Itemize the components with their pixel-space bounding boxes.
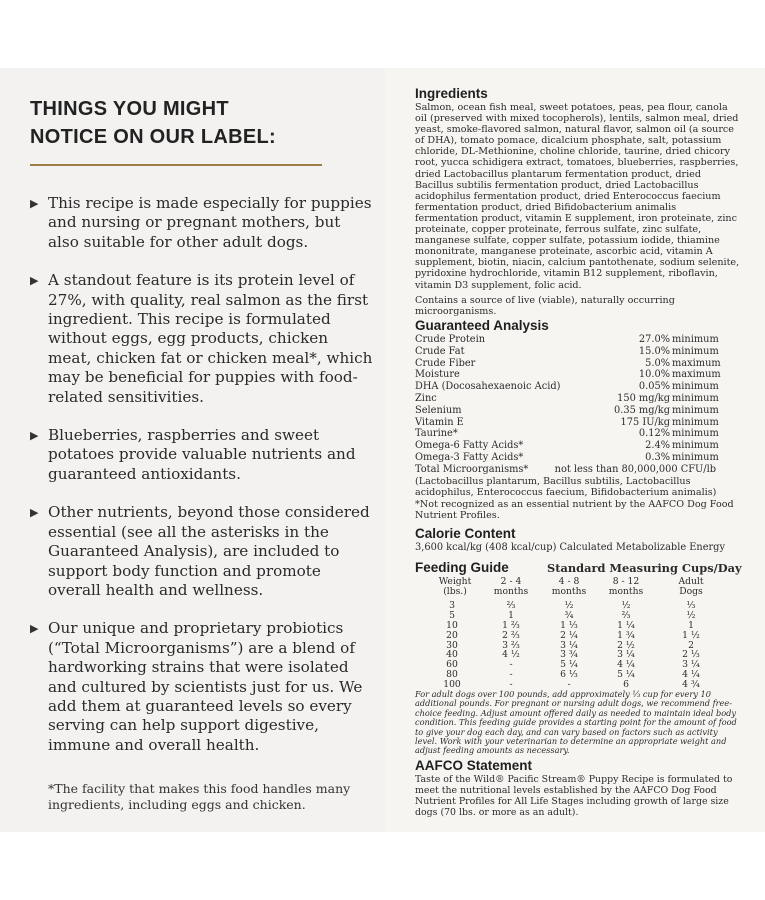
feeding-title-row	[415, 560, 740, 577]
feeding-subtitle: Standard Measuring Cups/Day	[547, 561, 742, 575]
feeding-cell: 1	[508, 609, 514, 621]
feeding-cell: 30	[446, 639, 458, 651]
aafco-title: AAFCO Statement	[415, 758, 533, 773]
ga-row	[415, 346, 740, 358]
feeding-cell: ½	[621, 600, 631, 611]
feeding-cell: 1	[688, 619, 694, 631]
ga-strains: (Lactobacillus plantarum, Bacillus subtilis, Lactobacillus acidophilus, Enterococcus faecium, Bifidobacterium animalis)	[415, 475, 717, 499]
feeding-cell: 100	[443, 679, 461, 691]
footnote: *The facility that makes this food handles many ingredients, including eggs and chicken.	[48, 781, 351, 812]
divider	[30, 164, 322, 166]
ga-row	[415, 428, 740, 440]
bullet-text: This recipe is made especially for puppies and nursing or pregnant mothers, but also suitable for other adult dogs.	[48, 194, 372, 251]
ingredients-text: Salmon, ocean fish meal, sweet potatoes, peas, pea flour, canola oil (preserved with mixed tocopherols), lentils, salmon meal, dried yeast, smoke-flavored salmon, natural flavor, salmon oil (a source of DHA), tomato pomace, dicalcium phosphate, salt, potassium chloride, DL-Methionine, choline chloride, taurine, dried chicory root, yucca schidigera extract, tomatoes, blueberries, raspberries, dried Lactobacillus plantarum fermentation product, dried Bacillus subtilis fermentation product, dried Lactobacillus acidophilus fermentation product, dried Enterococcus faecium fermentation product, dried Bifidobacterium animalis fermentation product, vitamin E supplement, iron proteinate, zinc proteinate, copper proteinate, ferrous sulfate, zinc sulfate, manganese sulfate, copper sulfate, potassium iodide, thiamine mononitrate, manganese proteinate, ascorbic acid, vitamin A supplement, biotin, niacin, calcium pantothenate, sodium selenite, pyridoxine hydrochloride, vitamin B12 supplement, riboflavin, vitamin D3 supplement, folic acid.	[415, 102, 740, 291]
feeding-cell: 1 ¾	[617, 629, 635, 641]
bullet-text: Other nutrients, beyond those considered essential (see all the asterisks in the Guaranteed Analysis), are included to support body function and promote overall health and wellness.	[48, 503, 370, 599]
guaranteed-analysis	[415, 318, 740, 522]
ga-table	[415, 334, 740, 464]
feeding-cell: 1 ¼	[617, 619, 635, 631]
feeding-cell: 80	[446, 669, 458, 681]
feeding-cell: ⅔	[621, 609, 631, 621]
calorie-title: Calorie Content	[415, 526, 516, 541]
feeding-cell: 4 ¼	[682, 669, 700, 681]
feeding-cell: 3 ¼	[617, 649, 635, 661]
ga-qualifier: minimum	[672, 416, 719, 428]
triangle-right-icon: ▶	[30, 274, 39, 288]
feeding-header-line: Weight	[438, 576, 472, 587]
ga-value: 175 IU/kg	[620, 416, 670, 428]
feeding-cell: ½	[564, 600, 574, 611]
feeding-cell: 2 ½	[617, 639, 635, 651]
feeding-cell: 3 ⅔	[502, 639, 520, 651]
feeding-cell: 20	[446, 629, 458, 641]
ga-row	[415, 405, 740, 417]
bullet-item	[30, 194, 375, 252]
feeding-header-cell	[427, 577, 483, 597]
feeding-header-line: 2 - 4	[500, 576, 522, 587]
ga-name: Taurine*	[415, 428, 458, 440]
triangle-right-icon: ▶	[30, 197, 39, 210]
feeding-header-line: (lbs.)	[443, 586, 467, 597]
ga-row	[415, 393, 740, 405]
feeding-cell: -	[509, 669, 513, 681]
ga-title: Guaranteed Analysis	[415, 318, 549, 333]
ga-row	[415, 334, 740, 346]
ga-row	[415, 452, 740, 464]
ga-qualifier: minimum	[672, 392, 719, 404]
ga-value: 2.4%	[645, 440, 670, 452]
ga-name: Total Microorganisms*	[415, 463, 529, 475]
triangle-right-icon: ▶	[30, 622, 39, 636]
feeding-cell: 2	[688, 639, 694, 651]
ga-qualifier: minimum	[672, 428, 719, 440]
feeding-cell: ¾	[564, 609, 574, 621]
bullet-item	[30, 426, 375, 484]
feeding-cell: -	[509, 659, 513, 671]
ga-name: Omega-6 Fatty Acids*	[415, 440, 524, 452]
ga-name: Moisture	[415, 369, 460, 381]
ga-name: Selenium	[415, 404, 462, 416]
feeding-header-cell	[541, 577, 597, 597]
ga-note: *Not recognized as an essential nutrient by the AAFCO Dog Food Nutrient Profiles.	[415, 498, 734, 522]
triangle-right-icon: ▶	[30, 506, 39, 520]
feeding-cell: 4 ¼	[617, 659, 635, 671]
section-heading	[30, 95, 360, 151]
ga-value: 27.0%	[638, 334, 670, 345]
ga-row	[415, 440, 740, 452]
triangle-right-icon: ▶	[30, 429, 39, 443]
feeding-header-cell	[598, 577, 654, 597]
feeding-header-cell	[483, 577, 539, 597]
feeding-header-line: months	[493, 586, 529, 597]
ga-row	[415, 381, 740, 393]
feeding-cell: 4 ¾	[682, 679, 700, 691]
feeding-cell: ½	[686, 609, 696, 621]
bullet-item	[30, 619, 375, 755]
feeding-note: For adult dogs over 100 pounds, add approximately ⅓ cup for every 10 additional pounds. For pregnant or nursing adult dogs, we recommend free-choice feeding. Adjust amount offered daily as needed to maintain ideal body condition. This feeding guide provides a starting point for the amount of food to give your dog each day, and can vary based on factors such as activity level. Work with your veterinarian to determine an appropriate weight and adjust feeding amounts as necessary.	[415, 689, 737, 756]
feeding-cell: 4 ½	[502, 649, 520, 661]
ga-name: Omega-3 Fatty Acids*	[415, 451, 524, 463]
aafco-text: Taste of the Wild® Pacific Stream® Puppy Recipe is formulated to meet the nutritional levels established by the AAFCO Dog Food Nutrient Profiles for All Life Stages including growth of large size dogs (70 lbs. or more as an adult).	[415, 774, 733, 818]
feeding-cell: -	[567, 679, 571, 691]
feeding-cell: 2 ⅔	[502, 629, 520, 641]
feeding-cell: 5 ¼	[560, 659, 578, 671]
bullet-text: A standout feature is its protein level of 27%, with quality, real salmon as the first ingredient. This recipe is formulated without eggs, egg products, chicken meat, chicken fat or chicken meal*, which may be beneficial for puppies with food-related sensitivities.	[48, 271, 373, 406]
ga-row	[415, 369, 740, 381]
bullet-list	[30, 194, 375, 774]
feeding-cell: 3 ¼	[682, 659, 700, 671]
bullet-item	[30, 503, 375, 600]
ga-row-microorganisms	[415, 464, 740, 476]
feeding-header-line: months	[608, 586, 644, 597]
feeding-cell: 60	[446, 659, 458, 671]
ingredients-section	[415, 86, 740, 317]
ga-qualifier: minimum	[672, 404, 719, 416]
feeding-header-line: 4 - 8	[558, 576, 580, 587]
feeding-title: Feeding Guide	[415, 560, 509, 575]
ga-row	[415, 358, 740, 370]
feeding-cell: 3 ¾	[560, 649, 578, 661]
ga-qualifier: minimum	[672, 451, 719, 463]
ga-qualifier: minimum	[672, 440, 719, 452]
calorie-text: 3,600 kcal/kg (408 kcal/cup) Calculated Metabolizable Energy	[415, 542, 725, 553]
feeding-header-line: months	[551, 586, 587, 597]
ga-name: Zinc	[415, 392, 437, 404]
ga-qualifier: maximum	[672, 357, 721, 369]
ingredients-note: Contains a source of live (viable), naturally occurring microorganisms.	[415, 294, 675, 317]
ga-value: 10.0%	[638, 369, 670, 381]
ga-value: 15.0%	[638, 345, 670, 357]
feeding-cell: 3 ¼	[560, 639, 578, 651]
heading-line-1: THINGS YOU MIGHT	[30, 98, 229, 120]
feeding-cell: ⅓	[686, 600, 696, 611]
ga-value: 5.0%	[645, 357, 670, 369]
feeding-header-line: 8 - 12	[612, 576, 640, 587]
ga-value: 0.3%	[645, 451, 670, 463]
feeding-header-line: Adult	[678, 576, 704, 587]
feeding-cell: 40	[446, 649, 458, 661]
ga-qualifier: maximum	[672, 369, 721, 381]
feeding-cell: ⅔	[506, 600, 516, 611]
ga-name: Crude Protein	[415, 334, 486, 345]
bullet-item	[30, 271, 375, 407]
feeding-table	[415, 601, 740, 690]
aafco-section	[415, 758, 740, 818]
heading-line-2: NOTICE ON OUR LABEL:	[30, 126, 276, 148]
ga-value: not less than 80,000,000 CFU/lb	[554, 463, 716, 475]
ga-qualifier: minimum	[672, 334, 719, 345]
feeding-cell: 1 ½	[682, 629, 700, 641]
feeding-cell: 3	[449, 600, 455, 611]
ga-name: Vitamin E	[415, 416, 464, 428]
feeding-header-line: Dogs	[679, 586, 703, 597]
calorie-section	[415, 526, 740, 553]
bullet-text: Our unique and proprietary probiotics (“Total Microorganisms”) are a blend of hardworking strains that were isolated and cultured by scientists just for us. We add them at guaranteed levels so every serving can help support digestive, immune and overall health.	[48, 619, 363, 754]
ga-qualifier: minimum	[672, 345, 719, 357]
feeding-cell: 5	[449, 609, 455, 621]
ga-value: 0.12%	[638, 428, 670, 440]
ga-name: Crude Fat	[415, 345, 465, 357]
ga-name: Crude Fiber	[415, 357, 476, 369]
feeding-cell: 1 ⅓	[560, 619, 578, 631]
feeding-row	[415, 680, 740, 690]
feeding-cell: 1 ⅔	[502, 619, 520, 631]
feeding-header-cell	[663, 577, 719, 597]
ga-row	[415, 417, 740, 429]
ga-value: 150 mg/kg	[617, 392, 670, 404]
ga-name: DHA (Docosahexaenoic Acid)	[415, 381, 561, 393]
feeding-cell: 6	[623, 679, 629, 691]
feeding-cell: -	[509, 679, 513, 691]
ga-qualifier: minimum	[672, 381, 719, 393]
feeding-cell: 2 ⅓	[682, 649, 700, 661]
ingredients-title: Ingredients	[415, 86, 488, 101]
feeding-cell: 5 ¼	[617, 669, 635, 681]
feeding-cell: 2 ¼	[560, 629, 578, 641]
feeding-guide	[415, 560, 740, 756]
feeding-cell: 6 ⅓	[560, 669, 578, 681]
bullet-text: Blueberries, raspberries and sweet potatoes provide valuable nutrients and guaranteed antioxidants.	[48, 426, 356, 483]
ga-value: 0.35 mg/kg	[614, 404, 670, 416]
feeding-cell: 10	[446, 619, 458, 631]
ga-value: 0.05%	[638, 381, 670, 393]
